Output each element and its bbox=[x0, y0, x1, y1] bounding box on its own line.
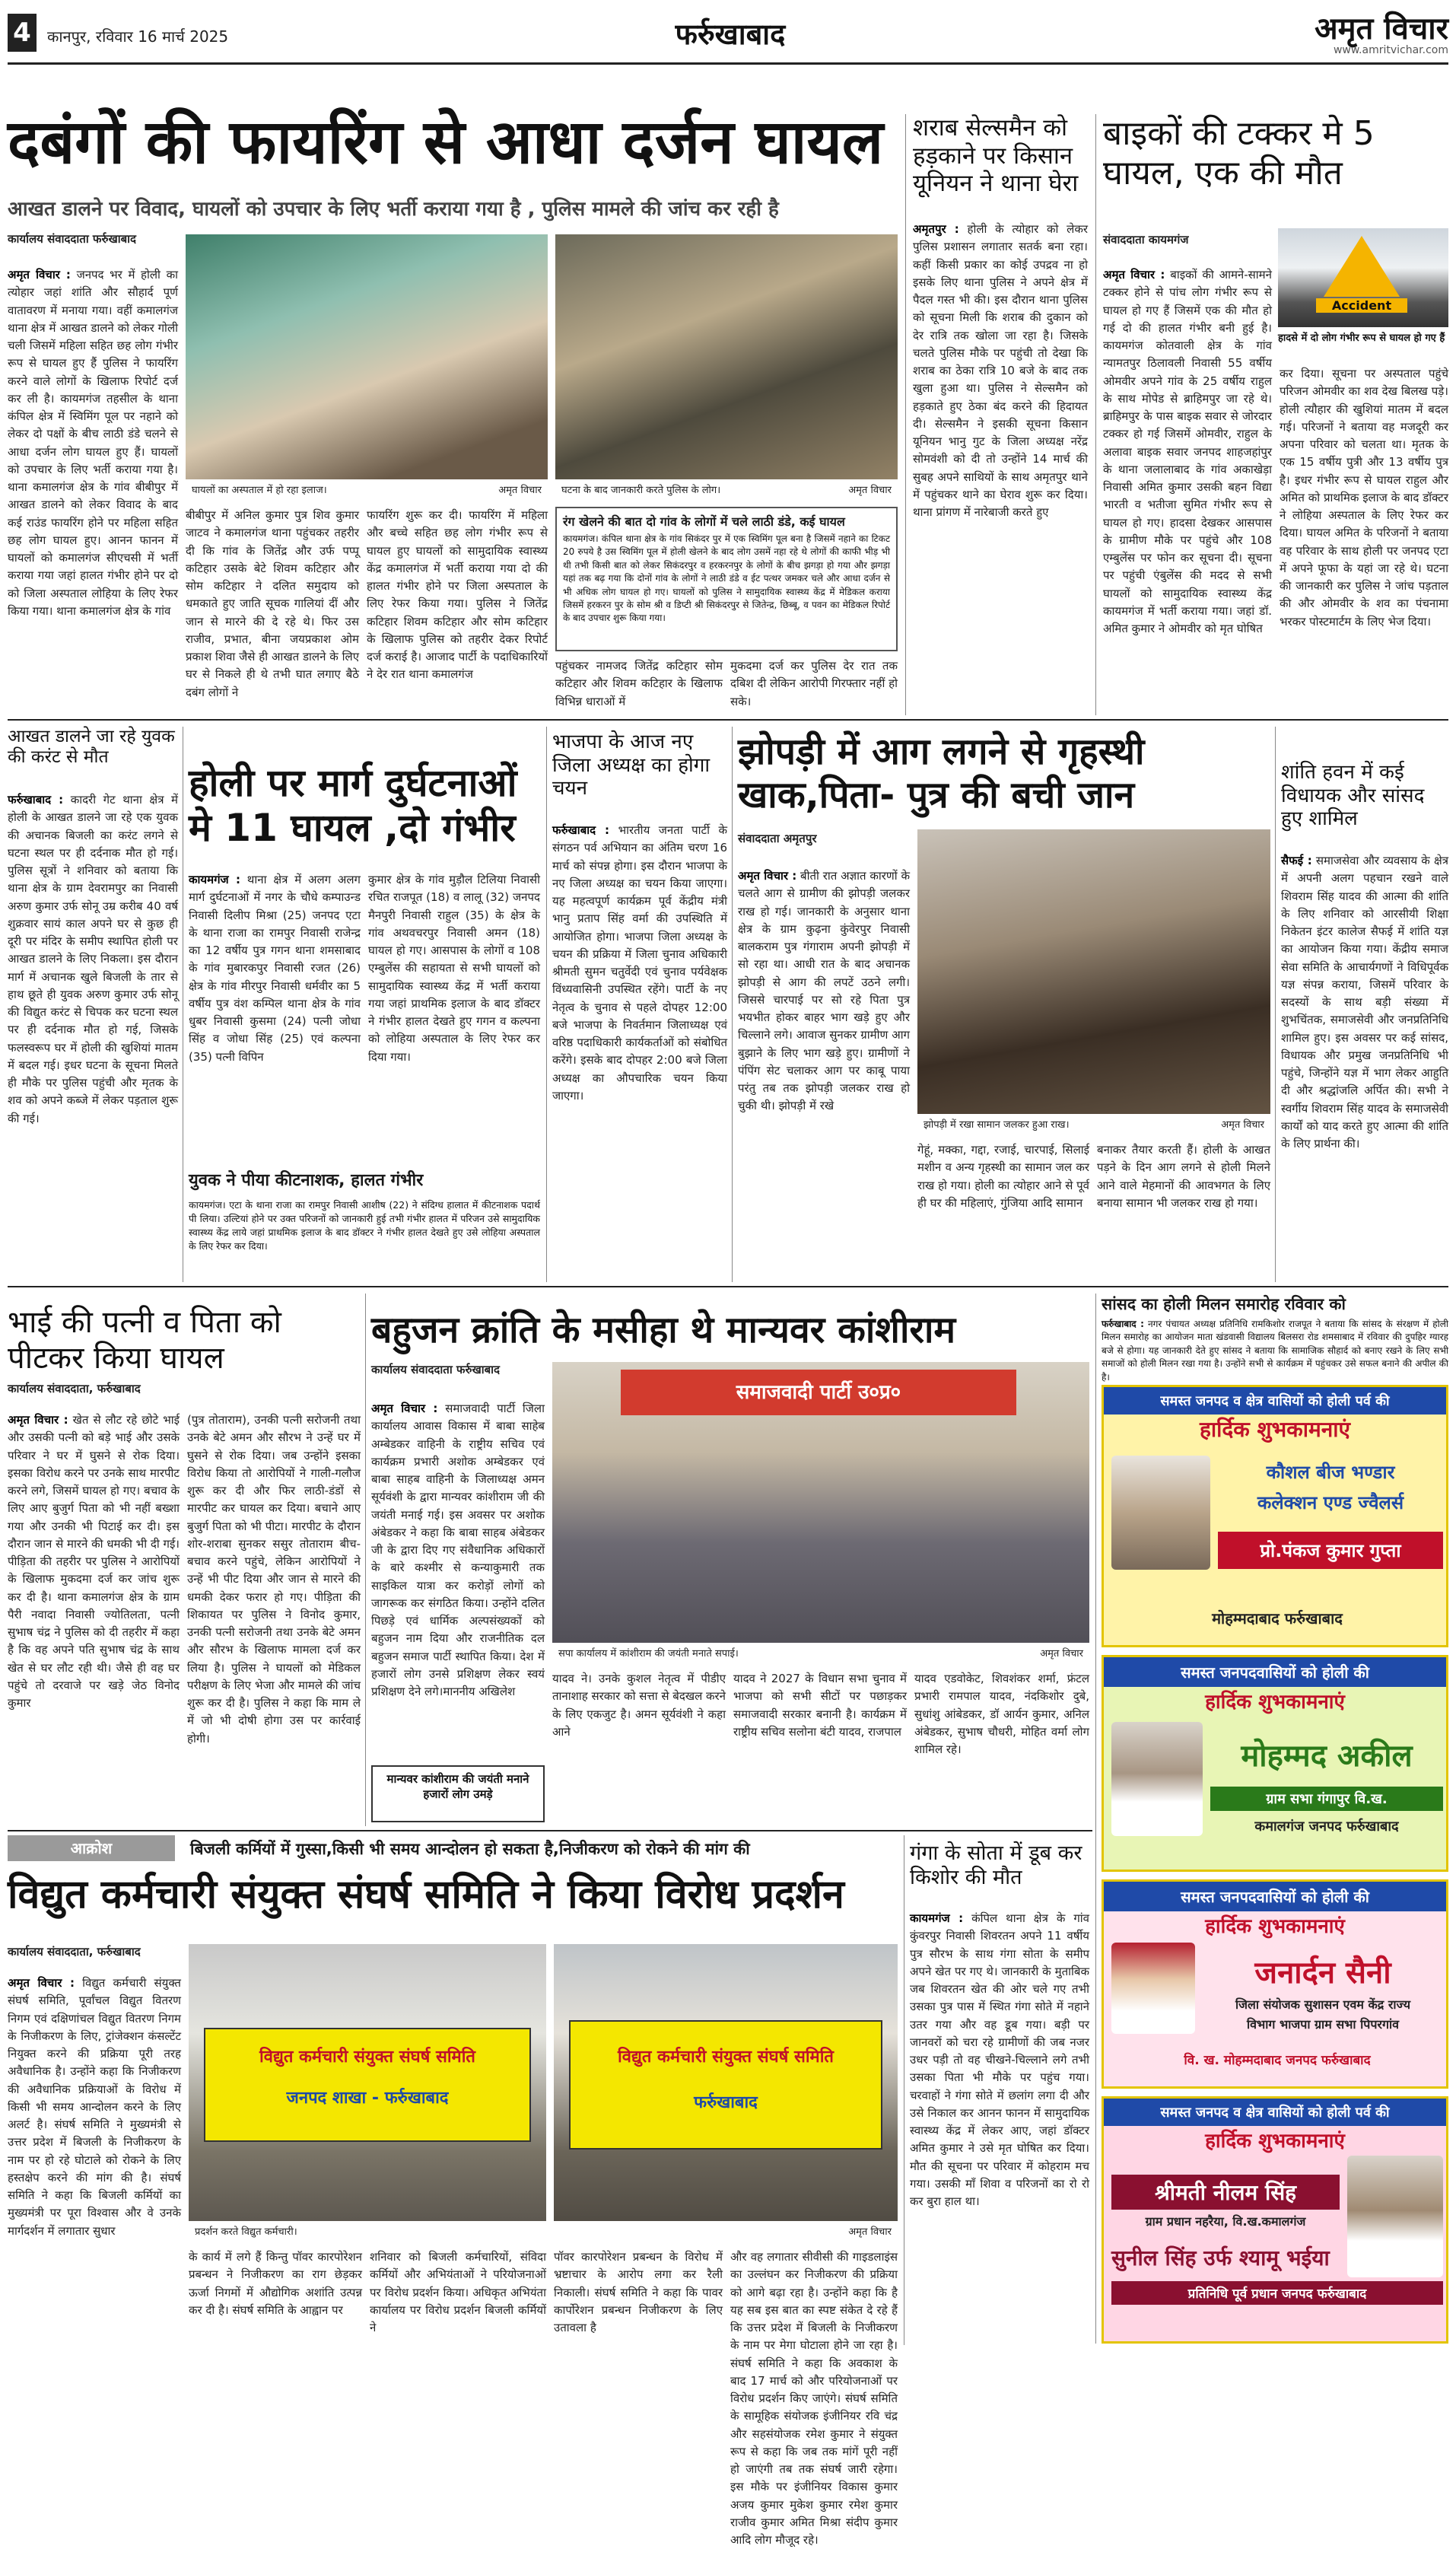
ad3-name: जनार्दन सैनी bbox=[1254, 1956, 1391, 1991]
story1-text-col3: फायरिंग शुरू कर दी। फायरिंग में महिला और बच्चे सहित छह लोग गंभीर रूप से घायल हुए घायलों को सामुदायिक स्वास्थ्य केंद्र कमालगंज में भर्ती कराया गया दो की हालत गंभीर होने पर जिला अस्पताल के लिए रेफर किया गया। पुलिस ने जितेंद्र कटिहार शिवम कटिहार और सोम कटिहार के खिलाफ पुलिस को तहरीर देकर रिपोर्ट दर्ज कराई है। आजाद पार्टी के पदाधिकारियों ने देर रात थाना कमालगंज bbox=[367, 508, 548, 682]
website-url: www.amritvichar.com bbox=[1333, 44, 1448, 56]
dateline: कानपुर, रविवार 16 मार्च 2025 bbox=[47, 27, 229, 46]
story1-box-headline: रंग खेलने की बात दो गांव के लोगों में चले लाठी डंडे, कई घायल bbox=[563, 514, 845, 529]
story12-headline: विद्युत कर्मचारी संयुक्त संघर्ष समिति ने किया विरोध प्रदर्शन bbox=[8, 1872, 844, 1917]
story2-lead: अमृतपुर : bbox=[913, 222, 959, 236]
party-banner: समाजवादी पार्टी उ०प्र० bbox=[621, 1370, 1016, 1415]
story8-headline: शांति हवन में कई विधायक और सांसद हुए शामिल bbox=[1281, 761, 1425, 831]
story6-lead: फर्रुखाबाद : bbox=[552, 823, 610, 837]
ad4-top: समस्त जनपद व क्षेत्र वासियों को होली पर्व की bbox=[1104, 2099, 1446, 2126]
story12-photo1 bbox=[189, 1944, 546, 2241]
story12-text-col3: शनिवार को बिजली कर्मचारियों, संविदा कर्मियों और अभियंताओं ने परियोजनाओं पर विरोध प्रदर्शन किया। अधिकृत अभियंता कार्यालय पर विरोध प्रदर्शन बिजली कर्मियों ने bbox=[370, 2250, 546, 2334]
story10-lead: अमृत विचार : bbox=[371, 1402, 438, 1415]
story1-headline: दबंगों की फायरिंग से आधा दर्जन घायल bbox=[8, 107, 884, 177]
story10-text-col3: यादव ने। उनके कुशल नेतृत्व में पीडीए तानाशाह सरकार को सत्ता से बेदखल करने के लिए एकजुट है। अमन सूर्यवंशी ने कहा आने bbox=[552, 1672, 726, 1739]
story7-text-col2: गेहूं, मक्का, गद्दा, रजाई, चारपाई, सिलाई मशीन व अन्य गृहस्थी का सामान जल कर राख हो गया। होली का त्योहार आने से पूर्व ही घर की महिलाएं, गुंजिया आदि सामान bbox=[917, 1143, 1089, 1210]
story5-subbody: कायमगंज। एटा के थाना राजा का रामपुर निवासी आशीष (22) ने संदिग्ध हालात में कीटनाशक पदार्थ पी लिया। उल्टियां होने पर उक्त परिजनों को जानकारी हुई तभी गंभीर हालत में परिजन उसे सामुदायिक स्वास्थ्य केंद्र लाये जहां प्राथमिक इलाज के बाद डॉक्टर ने गंभीर हालत देखते हुए उसे लोहिया अस्पताल के लिए रेफर कर दिया। bbox=[189, 1199, 540, 1252]
ad2-line2: कमालगंज जनपद फर्रुखाबाद bbox=[1254, 1819, 1399, 1835]
page-number: 4 bbox=[8, 14, 37, 52]
story11-body: नगर पंचायत अध्यक्ष प्रतिनिधि रामकिशोर राजपूत ने बताया कि सांसद के संरक्षण में होली मिलन समारोह का आयोजन माता खंडवासी विद्यालय बिलसरा रोड शमसाबाद में रविवार की दुपहिर ग्यारह बजे से होगा। यह जानकारी देते हुए सांसद ने बताया कि सामाजिक सौहार्द को बनाए रखने के लिए सभी समाजों को होली मिलन रखा गया है। उन्होंने सभी से कार्यक्रम में पहुंचकर उसे सफल बनाने की अपील की है। bbox=[1102, 1319, 1448, 1383]
warning-triangle-icon bbox=[1324, 236, 1400, 297]
story3-photo bbox=[1278, 228, 1448, 327]
story1-box-body: कायमगंज। कंपिल थाना क्षेत्र के गांव सिकंदर पुर में एक स्विमिंग पूल बना है जिसमें नहाने का टिकट 20 रुपये है उस स्विमिंग पूल में होली खेलने के बाद लोग उसमें नहा रहे थे लोगों की काफी भीड़ भी थी तभी किसी बात को लेकर सिकंदरपुर व हरकरनपुर के लोगों के बीच झगड़ा हो गया और झगड़ा यहां तक बढ़ गया कि दोनों गांव के लोगों ने लाठी डंडे व ईट पत्थर जमकर चले और आधा दर्जन से भी अधिक लोग घायल हो गए। घायलों को पुलिस ने सामुदायिक स्वास्थ्य केंद्र में मेडिकल कराया जिसमें हरकरन पुर के सोम श्री व डिप्टी श्री सिकंदरपुर से जितेन्द्र, छिब्बू, व पवन का मेडिकल रिपोर्ट के बाद उपचार शुरू किया गया। bbox=[563, 533, 890, 624]
story7-text-col1 bbox=[738, 867, 910, 1278]
story5-lead: कायमगंज : bbox=[189, 873, 240, 886]
ad1-title: हार्दिक शुभकामनाएं bbox=[1200, 1417, 1350, 1442]
section-title: फर्रुखाबाद bbox=[675, 18, 786, 51]
story12-tag: आक्रोश bbox=[8, 1835, 175, 1861]
story11-text bbox=[1102, 1318, 1448, 1383]
protest-banner-2-sub: फर्रुखाबाद bbox=[694, 2093, 758, 2112]
ad4-name2: सुनील सिंह उर्फ श्यामू भईया bbox=[1111, 2245, 1330, 2271]
story5-headline: होली पर मार्ग दुर्घटनाओं मे 11 घायल ,दो गंभीर bbox=[189, 761, 517, 850]
story9-text-col1 bbox=[8, 1411, 180, 1822]
story13-lead: कायमगंज : bbox=[910, 1911, 964, 1925]
story13-headline: गंगा के सोता में डूब कर किशोर की मौत bbox=[910, 1841, 1082, 1889]
ad4-name1: श्रीमती नीलम सिंह bbox=[1111, 2175, 1340, 2210]
header-rule bbox=[8, 62, 1448, 65]
column-divider bbox=[1095, 114, 1096, 715]
story1-photo2-credit: अमृत विचार bbox=[848, 485, 892, 496]
ad2-line1: ग्राम सभा गंगापुर वि.ख. bbox=[1210, 1787, 1443, 1811]
protest-banner-2-text: विद्युत कर्मचारी संयुक्त संघर्ष समिति bbox=[618, 2048, 834, 2067]
ad3-portrait bbox=[1111, 1943, 1195, 2034]
protest-banner-2 bbox=[569, 2020, 882, 2150]
story12-kicker: बिजली कर्मियों में गुस्सा,किसी भी समय आन्दोलन हो सकता है,निजीकरण को रोकने की मांग की bbox=[190, 1840, 750, 1858]
ad3-line1: जिला संयोजक सुशासन एवम केंद्र राज्य bbox=[1235, 1997, 1410, 2012]
story3-headline: बाइकों की टक्कर मे 5 घायल, एक की मौत bbox=[1103, 114, 1375, 193]
protest-banner-1-text: विद्युत कर्मचारी संयुक्त संघर्ष समिति bbox=[259, 2048, 475, 2067]
story9-byline: कार्यालय संवाददाता, फर्रुखाबाद bbox=[8, 1382, 141, 1395]
story1-photo2-caption: घटना के बाद जानकारी करते पुलिस के लोग। bbox=[561, 485, 721, 496]
column-divider bbox=[546, 727, 547, 1282]
story6-headline: भाजपा के आज नए जिला अध्यक्ष का होगा चयन bbox=[552, 730, 711, 800]
story5-text-col2: कुमार क्षेत्र के गांव मुड़ौल टिलिया निवासी रचित राजपूत (18) व लालू (32) जनपद मैनपुरी निवासी राहुल (35) के क्षेत्र के गांव अथवचरपुर निवासी अमन (18) घायल हो गए। आसपास के लोगों व 108 एम्बुलेंस की सहायता से सभी घायलों को सामुदायिक स्वास्थ्य केंद्र में भर्ती कराया गया जहां प्राथमिक इलाज के बाद डॉक्टर ने गंभीर हालत देखते हुए गगन व कल्पना को लोहिया अस्पताल के लिए रेफर कर दिया गया। bbox=[368, 873, 540, 1064]
story10-headline: बहुजन क्रांति के मसीहा थे मान्यवर कांशीराम bbox=[371, 1309, 956, 1351]
story4-body: कादरी गेट थाना क्षेत्र में होली के आखत डालने जा रहे एक युवक की अचानक बिजली का करंट लगने से घटना स्थल पर ही दर्दनाक मौत हो गई। पुलिस सूत्रों ने शनिवार को बताया कि थाना क्षेत्र के ग्राम देवरामपुर का निवासी अरुण कुमार उर्फ सोनू उम्र करीब 40 वर्ष शुक्रवार सायं काल अपने घर से कुछ ही दूरी पर मंदिर के समीप स्थापित होली पर आखत डालने के लिए निकला। इस दौरान मार्ग में अचानक खुले बिजली के तार से हाथ छूते ही युवक अरुण कुमार उर्फ सोनू की विद्युत करंट से चिपक कर घटना स्थल पर ही दर्दनाक मौत हो गई, जिसके फलस्वरूप घर में होली की खुशियां मातम में बदल गई। इधर घटना के सूचना मिलते ही मौके पर पुलिस पहुंची और मृतक के शव को अपने कब्जे में लेकर पड़ताल शुरू की गई। bbox=[8, 793, 178, 1125]
story7-headline: झोपड़ी में आग लगने से गृहस्थी खाक,पिता- पुत्र की बची जान bbox=[738, 730, 1145, 816]
story10-text-col5: यादव एडवोकेट, शिवशंकर शर्मा, फ्रंटल प्रभारी रामपाल यादव, नंदकिशोर दुबे, सुधांशु आंबेडकर, डॉ आर्यन कुमार, अनिल अंबेडकर, सुभाष चौधरी, मोहित वर्मा लोग शामिल रहे। bbox=[914, 1672, 1089, 1756]
ad3-top: समस्त जनपदवासियों को होली की bbox=[1104, 1882, 1446, 1911]
story2-headline: शराब सेल्समैन को हड़काने पर किसान यूनियन ने थाना घेरा bbox=[913, 114, 1079, 198]
story11-lead: फर्रुखाबाद : bbox=[1102, 1319, 1144, 1329]
column-divider bbox=[1275, 727, 1276, 1282]
accident-label: Accident bbox=[1316, 298, 1407, 313]
story10-photo-credit: अमृत विचार bbox=[1040, 1648, 1083, 1660]
story12-lead: अमृत विचार : bbox=[8, 1976, 75, 1990]
greeting-ad-2 bbox=[1102, 1655, 1448, 1872]
story8-text bbox=[1281, 852, 1448, 1278]
story1-subhead: आखत डालने पर विवाद, घायलों को उपचार के लिए भर्ती कराया गया है , पुलिस मामले की जांच कर रही है bbox=[8, 198, 779, 221]
story8-lead: सैफई : bbox=[1281, 854, 1312, 867]
story10-pull-quote: मान्यवर कांशीराम की जयंती मनाने हजारों लोग उमड़े bbox=[371, 1765, 545, 1822]
column-divider bbox=[905, 114, 906, 715]
story7-text-col3: बनाकर तैयार करती हैं। होली के आखत पड़ने के दिन आग लगने से होली मिलने आने वाले मेहमानों की आवभगत के लिए बनाया सामान भी जलकर राख हो गया। bbox=[1097, 1143, 1270, 1210]
story1-byline: कार्यालय संवाददाता फर्रुखाबाद bbox=[8, 232, 137, 246]
story7-photo-caption: झोपड़ी में रखा सामान जलकर हुआ राख। bbox=[924, 1119, 1070, 1131]
ad1-portrait bbox=[1111, 1456, 1210, 1570]
ad2-title: हार्दिक शुभकामनाएं bbox=[1205, 1691, 1345, 1714]
protest-banner-1-sub: जनपद शाखा - फर्रुखाबाद bbox=[286, 2089, 449, 2108]
story12-byline: कार्यालय संवाददाता, फर्रुखाबाद bbox=[8, 1945, 141, 1959]
story9-body1: खेत से लौट रहे छोटे भाई और उसकी पत्नी को बड़े भाई और उसके परिवार ने घर में घुसने से रोक दिया। इसका विरोध करने पर उनके साथ मारपीट करने लगे, जिसमें घायल हो गए। बचाव के लिए आए बुजुर्ग पिता को भी नहीं बख्शा गया और उनकी भी पिटाई कर दी। इस दौरान जान से मारने की धमकी भी दी गई। पीड़िता की तहरीर पर पुलिस ने आरोपियों के खिलाफ मुकदमा दर्ज कर जांच शुरू कर दी है। थाना कमालगंज क्षेत्र के ग्राम पैरी नवादा निवासी ज्योतिलता, पत्नी सुभाष चंद्र ने पुलिस को दी तहरीर में कहा है कि वह अपने पति सुभाष चंद्र के साथ खेत से घर लौट रही थी। जैसे ही वह घर पहुंचे तो दरवाजे पर खड़े जेठ विनोद कुमार bbox=[8, 1413, 180, 1710]
story3-photo-caption: हादसे में दो लोग गंभीर रूप से घायल हो गए हैं bbox=[1278, 333, 1445, 344]
story12-text-col1 bbox=[8, 1975, 181, 2347]
ad1-name: प्रो.पंकज कुमार गुप्ता bbox=[1218, 1532, 1443, 1569]
story1-photo1-caption: घायलों का अस्पताल में हो रहा इलाज। bbox=[192, 485, 327, 496]
story12-photo2-credit: अमृत विचार bbox=[848, 2226, 892, 2238]
column-divider bbox=[732, 727, 733, 1282]
story4-lead: फर्रुखाबाद : bbox=[8, 793, 64, 807]
column-divider bbox=[365, 1294, 366, 1826]
story1-photo1-credit: अमृत विचार bbox=[498, 485, 542, 496]
story3-lead: अमृत विचार : bbox=[1103, 268, 1165, 282]
ad4-line1: ग्राम प्रधान नहरैया, वि.ख.कमालगंज bbox=[1145, 2214, 1306, 2229]
section-rule bbox=[8, 719, 1448, 721]
story3-body1: बाइकों की आमने-सामने टक्कर होने से पांच लोग गंभीर रूप से घायल हो गए हैं जिसमें एक की मौत हो गई दो की हालत गंभीर बनी हुई है। कायमगंज कोतवाली क्षेत्र के गांव न्यामतपुर ठिलावली निवासी 55 वर्षीय ओमवीर अपने गांव के 25 वर्षीय राहुल के साथ मोपेड से ब्राहिमपुर जा रहे थे। ब्राहिमपुर के पास बाइक सवार से जोरदार टक्कर हो गई जिसमें ओमवीर, राहुल के अलावा बाइक सवार जनपद शाहजहांपुर के थाना जलालाबाद के गांव अकाखेड़ा निवासी अमित कुमार उसकी बहन विद्या भारती व भतीजा सुमित गंभीर रूप से घायल हो गए। हादसा देखकर आसपास के ग्रामीण मौके पर पहुंचे और 108 एम्बुलेंस पर फोन कर सूचना दी। सूचना पर पहुंची एंबुलेंस की मदद से सभी घायलों को सामुदायिक स्वास्थ्य केंद्र कायमगंज में भर्ती कराया गया। जहां डॉ. अमित कुमार ने ओमवीर को मृत घोषित bbox=[1103, 268, 1272, 635]
story10-body1: समाजवादी पार्टी जिला कार्यालय आवास विकास में बाबा साहेब अम्बेडकर वाहिनी के राष्ट्रीय सचिव एवं कार्यक्रम प्रभारी अशोक अम्बेडकर एवं बाबा साहब वाहिनी के जिलाध्यक्ष अमन सूर्यवंशी के द्वारा मान्यवर कांशीराम जी की जयंती मनाई गई। इस अवसर पर अशोक अंबेडकर ने कहा कि बाबा साहब अंबेडकर जी के द्वारा दिए गए संवैधानिक अधिकारों के बारे कश्मीर से कन्याकुमारी तक साइकिल यात्रा कर करोड़ों लोगों को जागरूक कर संगठित किया। उन्होंने दलित पिछड़े एवं धार्मिक अल्पसंख्यकों को बहुजन नाम दिया और राजनीतिक दल बहुजन समाज पार्टी स्थापित किया। देश में हजारों लोग उनसे प्रशिक्षण लेकर स्वयं प्रशिक्षण देने लगे।माननीय अखिलेश bbox=[371, 1402, 545, 1698]
ad2-portrait bbox=[1111, 1722, 1203, 1836]
story4-headline: आखत डालने जा रहे युवक की करंट से मौत bbox=[8, 727, 175, 768]
story13-text bbox=[910, 1910, 1089, 2347]
story10-text-col1 bbox=[371, 1400, 545, 1758]
story10-byline: कार्यालय संवाददाता फर्रुखाबाद bbox=[371, 1363, 501, 1376]
page-header bbox=[0, 0, 1456, 61]
story9-lead: अमृत विचार : bbox=[8, 1413, 68, 1427]
story1-text-col1 bbox=[8, 266, 178, 711]
ad1-top: समस्त जनपद व क्षेत्र वासियों को होली पर्व की bbox=[1104, 1387, 1446, 1415]
ad2-top: समस्त जनपदवासियों को होली की bbox=[1104, 1657, 1446, 1687]
masthead-logo: अमृत विचार bbox=[1315, 11, 1448, 46]
story12-text-col5b: और वह लगातार सीवीसी की गाइडलाइंस का उल्लंघन कर निजीकरण की प्रक्रिया को आगे बढ़ा रहा है। उन्होंने कहा कि है यह सब इस बात का स्पष्ट संकेत दे रहे हैं कि उत्तर प्रदेश में बिजली के निजीकरण के नाम पर मेगा घोटाला होने जा रहा है। संघर्ष समिति ने कहा कि अवकाश के बाद 17 मार्च को और परियोजनाओं पर विरोध प्रदर्शन किए जाएंगे। संघर्ष समिति के सामूहिक संयोजक इंजीनियर रवि चंद्र और सहसंयोजक रमेश कुमार ने संयुक्त रूप से कहा कि जब तक मांगें पूरी नहीं हो जाएंगी तब तक संघर्ष जारी रहेगा। इस मौके पर इंजीनियर विकास कुमार अजय कुमार मुकेश कुमार रमेश कुमार राजीव कुमार अमित मिश्रा संदीप कुमार आदि लोग मौजूद रहे। bbox=[730, 2250, 898, 2547]
ad1-line1: कौशल बीज भण्डार bbox=[1266, 1462, 1395, 1483]
story1-text-col2: बीबीपुर में अनिल कुमार पुत्र शिव कुमार जाटव ने कमालगंज थाना पहुंचकर तहरीर दी कि गांव के जितेंद्र और उर्फ पप्पू कटिहार उसके बेटे शिवम कटिहार और सोम कटिहार ने दलित समुदाय को धमकाते हुए जाति सूचक गालियां दीं और जान से मारने की दे रहे थे। फिर उस राजीव, प्रभात, बीना जयप्रकाश ओम प्रकाश शिवा जैसे ही आखत डालने के लिए घर से निकले ही थे तभी घात लगाए बैठे दबंग लोगों ने bbox=[186, 508, 359, 699]
story1-text-col4: पहुंचकर नामजद जितेंद्र कटिहार सोम कटिहार और शिवम कटिहार के खिलाफ विभिन्न धाराओं में bbox=[555, 659, 723, 708]
ad1-line2: कलेक्शन एण्ड ज्वैलर्स bbox=[1257, 1492, 1404, 1513]
story10-photo bbox=[552, 1362, 1089, 1663]
story3-text-col1 bbox=[1103, 266, 1272, 711]
story7-byline: संवाददाता अमृतपुर bbox=[738, 832, 817, 845]
story12-text-col4: पॉवर कारपोरेशन प्रबन्धन के विरोध में भ्रष्टाचार के आरोप लगा कर रैली निकाली। संघर्ष समिति ने कहा कि पावर कार्पोरेशन प्रबन्धन निजीकरण के लिए उतावला है bbox=[554, 2250, 723, 2334]
story2-text-col1 bbox=[913, 221, 1088, 711]
ad1-place: मोहम्मदाबाद फर्रुखाबाद bbox=[1212, 1609, 1343, 1628]
story3-text-col2: कर दिया। सूचना पर अस्पताल पहुंचे परिजन ओमवीर का शव देख बिलख पड़े। होली त्यौहार की खुशियां मातम में बदल गई। परिजनों ने बताया वह मजदूरी कर अपना परिवार को चलता था। मृतक के एक 15 वर्षीय पुत्री और 13 वर्षीय पुत्र है। इधर गंभीर रूप से घायल राहुल और अमित को प्राथमिक इलाज के बाद डॉक्टर ने लोहिया अस्पताल के लिए रेफर कर दिया। घायल अमित के परिजनों ने बताया वह परिवार के साथ होली पर जनपद एटा में अपने फूफा के यहां जा रहे थे। घटना की जानकारी कर पुलिस ने जांच पड़ताल की और ओमवीर के शव का पंचनामा भरकर पोस्टमार्टम के लिए भेज दिया। bbox=[1280, 367, 1448, 628]
ad4-title: हार्दिक शुभकामनाएं bbox=[1205, 2130, 1345, 2153]
story5-text-col1 bbox=[189, 871, 361, 1160]
story5-body1: थाना क्षेत्र में अलग अलग मार्ग दुर्घटनाओं में नगर के चौधे कम्पाउन्ड निवासी दिलीप मिश्रा (25) जनपद एटा के थाना राजा का रामपुर निवासी राजेन्द्र का 12 वर्षीय पुत्र गगन थाना शमसाबाद के गांव मुबारकपुर निवासी रजत (26) क्षेत्र के गांव मीरपुर निवासी धर्मवीर का 5 वर्षीय पुत्र वंश कम्पिल थाना क्षेत्र के गांव धुबर निवासी कुसमा (24) पत्नी जोधा सिंह व जोधा सिंह (25) एवं कल्पना (35) पत्नी विपिन bbox=[189, 873, 361, 1064]
story6-text bbox=[552, 822, 727, 1278]
story10-photo-caption: सपा कार्यालय में कांशीराम की जयंती मनाते सपाई। bbox=[558, 1648, 739, 1660]
story9-headline: भाई की पत्नी व पिता को पीटकर किया घायल bbox=[8, 1305, 281, 1376]
ad4-line2: प्रतिनिधि पूर्व प्रधान जनपद फर्रुखाबाद bbox=[1111, 2281, 1443, 2305]
story7-photo bbox=[917, 829, 1270, 1134]
greeting-ad-3 bbox=[1102, 1879, 1448, 2089]
story8-body: समाजसेवा और व्यवसाय के क्षेत्र में अपनी अलग पहचान रखने वाले शिवराम सिंह यादव की आत्मा की शांति के लिए शनिवार को आरसीयी शिक्षा निकेतन इंटर कालेज सैफई में शांति यज्ञ का आयोजन किया गया। केंद्रीय समाज सेवा समिति के आचार्यगणों ने विधिपूर्वक यज्ञ संपन्न कराया, जिसमें परिवार के सदस्यों के साथ बड़ी संख्या में शुभचिंतक, समाजसेवी और जनप्रतिनिधि शामिल हुए। इस अवसर पर कई सांसद, विधायक और प्रमुख जनप्रतिनिधि भी पहुंचे, जिन्होंने यज्ञ में भाग लेकर आहुति दी और श्रद्धांजलि अर्पित की। सभी ने स्वर्गीय शिवराम सिंह यादव के समाजसेवी कार्यों को याद करते हुए आत्मा की शांति के लिए प्रार्थना की। bbox=[1281, 854, 1448, 1150]
story1-lead: अमृत विचार : bbox=[8, 268, 71, 282]
column-divider bbox=[1095, 1294, 1096, 2344]
story6-body: भारतीय जनता पार्टी के संगठन पर्व अभियान का अंतिम चरण 16 मार्च को संपन्न होगा। इस दौरान भाजपा के नए जिला अध्यक्ष का चयन किया जाएगा। यह महत्वपूर्ण कार्यक्रम पूर्व केंद्रीय मंत्री भानु प्रताप सिंह वर्मा की उपस्थिति में आयोजित होगा। भाजपा जिला अध्यक्ष के चयन की प्रक्रिया में जिला चुनाव अधिकारी श्रीमती सुमन चतुर्वेदी एवं चुनाव पर्यवेक्षक विंध्यवासिनी उपस्थित रहेंगे। पार्टी के नए नेतृत्व के चुनाव से पहले दोपहर 12:00 बजे भाजपा के निवर्तमान जिलाध्यक्ष एवं वरिष्ठ पदाधिकारी कार्यकर्ताओं को संबोधित करेंगे। इसके बाद दोपहर 2:00 बजे जिला अध्यक्ष का औपचारिक चयन किया जाएगा। bbox=[552, 823, 728, 1103]
story12-body1: विद्युत कर्मचारी संयुक्त संघर्ष समिति, पूर्वांचल विद्युत वितरण निगम एवं दक्षिणांचल विद्युत वितरण निगम के निजीकरण के लिए, ट्रांजेक्शन कंसल्टेंट नियुक्त करने की प्रक्रिया पूरी तरह अवैधानिक है। उन्होंने कहा कि निजीकरण की अवैधानिक प्रक्रियाओं के विरोध में किसी भी समय आन्दोलन करने के लिए अलर्ट है। संघर्ष समिति ने मुख्यमंत्री से उत्तर प्रदेश में बिजली के निजीकरण के नाम पर हो रहे घोटाले को रोकने के लिए हस्तक्षेप करने की मांग की है। संघर्ष समिति ने कहा कि बिजली कर्मियों का मुख्यमंत्री पर पूरा विश्वास और वे उनके मार्गदर्शन में लगातार सुधार bbox=[8, 1976, 181, 2238]
story12-photo2 bbox=[554, 1944, 898, 2241]
story5-subheadline: युवक ने पीया कीटनाशक, हालत गंभीर bbox=[189, 1171, 424, 1190]
story1-box bbox=[555, 507, 898, 651]
story2-body1: होली के त्योहार को लेकर पुलिस प्रशासन लगातार सतर्क बना रहा। कहीं किसी प्रकार का कोई उपद्रव ना हो इसके लिए थाना पुलिस ने अपने क्षेत्र में पैदल गस्त भी की। इस दौरान थाना पुलिस को सूचना मिली कि शराब की दुकान को देर रात्रि तक खोला जा रहा है। जिसके चलते पुलिस मौके पर पहुंची तो देखा कि शराब का ठेका रात्रि 10 बजे के बाद तक खुला हुआ था। पुलिस ने सेल्समैन को हड़काते हुए ठेका बंद करने की हिदायत दी। सेल्समैन ने इसकी सूचना किसान यूनियन भानु गुट के जिला अध्यक्ष नरेंद्र सोमवंशी को दी तो उन्होंने 14 मार्च की सुबह अपने साथियों के साथ अमृतपुर थाने में पहुंचकर थाने का घेराव शुरू कर दिया। थाना प्रांगण में नारेबाजी करते हुए bbox=[913, 222, 1088, 519]
story1-photo1 bbox=[186, 234, 548, 499]
story13-body: कंपिल थाना क्षेत्र के गांव कुंवरपुर निवासी शिवरतन अपने 11 वर्षीय पुत्र सौरभ के साथ गंगा सोता के समीप अपने खेत पर गए थे। जानकारी के मुताबिक जब शिवरतन खेत की ओर चले गए तभी उसका पुत्र पास में स्थित गंगा सोते में नहाने उतर गया और वह डूब गया। बड़ी पर जानवरों को चरा रहे ग्रामीणों की जब नजर उधर पड़ी तो वह चीखने-चिल्लाने लगे तभी उसका पिता भी मौके पर पहुंच गया। चरवाहों ने गंगा सोते में छलांग लगा दी और उसे निकाल कर आनन फानन में सामुदायिक स्वास्थ्य केंद्र में लेकर आए, जहां डॉक्टर अमित कुमार ने उसे मृत घोषित कर दिया। मौत की सूचना पर परिवार में कोहराम मच गया। उसकी माँ शिवा व परिजनों का रो रो कर बुरा हाल था। bbox=[910, 1911, 1089, 2208]
story12-photo1-caption: प्रदर्शन करते विद्युत कर्मचारी। bbox=[195, 2226, 297, 2238]
story4-text bbox=[8, 791, 178, 1278]
ad2-name: मोहम्मद अकील bbox=[1241, 1739, 1413, 1774]
greeting-ad-1 bbox=[1102, 1385, 1448, 1647]
story1-text-col5: मुकदमा दर्ज कर पुलिस देर रात तक दबिश दी लेकिन आरोपी गिरफ्तार नहीं हो सके। bbox=[730, 659, 898, 708]
ad3-title: हार्दिक शुभकामनाएं bbox=[1205, 1915, 1345, 1938]
story1-body1: जनपद भर में होली का त्योहार जहां शांति और सौहार्द पूर्ण वातावरण में मनाया गया। वहीं कमालगंज थाना क्षेत्र में आखत डालने को लेकर गोली चली जिसमें महिला सहित छह लोग गंभीर रूप से घायल हुए हैं पुलिस ने फायरिंग करने वाले लोगों के खिलाफ रिपोर्ट दर्ज कर ली है। कायमगंज तहसील के थाना कंपिल क्षेत्र में स्विमिंग पूल पर नहाने को लेकर दो पक्षों के बीच लाठी डंडे चलने से आधा दर्जन लोग घायल हुए हैं। घायलों को उपचार के लिए भर्ती कराया गया है। थाना कमालगंज क्षेत्र के गांव बीबीपुर में आखत डालने को लेकर विवाद के बाद कई राउंड फायरिंग होने पर महिला सहित छह लोग घायल हुए। आनन फानन में घायलों को कमालगंज सीएचसी में भर्ती कराया गया जहां हालत गंभीर होने पर दो को जिला अस्पताल लोहिया के लिए रेफर किया गया। थाना कमालगंज क्षेत्र के गांव bbox=[8, 268, 178, 618]
story9-text-col2: (पुत्र तोताराम), उनकी पत्नी सरोजनी तथा उनके बेटे अमन और सौरभ ने उन्हें घर में घुसने से रोक दिया। जब उन्होंने इसका विरोध किया तो आरोपियों ने गाली-गलौज शुरू कर दी और फिर लाठी-डंडों से मारपीट कर घायल कर दिया। बचाने आए बुजुर्ग पिता को भी पीटा। मारपीट के दौरान शोर-शराबा सुनकर ससुर तोताराम बीच-बचाव करने पहुंचे, लेकिन आरोपियों ने उन्हें भी पीट दिया और जान से मारने की धमकी देकर फरार हो गए। पीड़िता की शिकायत पर पुलिस ने विनोद कुमार, उनकी पत्नी सरोजनी तथा उनके बेटे अमन और सौरभ के खिलाफ मामला दर्ज कर लिया है। पुलिस ने घायलों को मेडिकल परीक्षण के लिए भेजा और मामले की जांच शुरू कर दी है। पुलिस ने कहा कि माम ले में जो भी दोषी होगा उस पर कार्रवाई होगी। bbox=[187, 1413, 361, 1745]
greeting-ad-4 bbox=[1102, 2096, 1448, 2344]
story11-headline: सांसद का होली मिलन समारोह रविवार को bbox=[1102, 1295, 1346, 1313]
section-rule bbox=[8, 1286, 1448, 1287]
story7-lead: अमृत विचार : bbox=[738, 869, 797, 883]
story3-byline: संवाददाता कायमगंज bbox=[1103, 233, 1189, 247]
protest-banner-1 bbox=[204, 2028, 531, 2142]
story10-text-col4: यादव ने 2027 के विधान सभा चुनाव में भाजपा को सभी सीटों पर पछाड़कर समाजवादी सरकार बनानी है। कार्यक्रम में राष्ट्रीय सचिव सलोना बंटी यादव, राजपाल bbox=[733, 1672, 907, 1739]
story1-photo2 bbox=[555, 234, 898, 499]
ad3-line3: वि. ख. मोहम्मदाबाद जनपद फर्रुखाबाद bbox=[1184, 2053, 1371, 2068]
section-rule bbox=[8, 1830, 1092, 1831]
story12-text-col2: के कार्य में लगे हैं किन्तु पॉवर कारपोरेशन प्रबन्धन ने निजीकरण का राग छेड़कर ऊर्जा निगमों में औद्योगिक अशांति उत्पन्न कर दी है। संघर्ष समिति के आह्वान पर bbox=[189, 2250, 362, 2317]
story7-photo-credit: अमृत विचार bbox=[1221, 1119, 1264, 1131]
ad3-line2: विभाग भाजपा ग्राम सभा पिपरगांव bbox=[1246, 2017, 1400, 2032]
story7-body1: बीती रात अज्ञात कारणों के चलते आग से ग्रामीण की झोपड़ी जलकर राख हो गई। जानकारी के अनुसार थाना क्षेत्र के ग्राम कुढ़ना कुंवेरपुर निवासी बालकराम पुत्र गंगाराम अपनी झोपड़ी में सो रहा था। आधी रात के बाद अचानक झोपड़ी से आग की लपटें उठने लगी। जिससे चारपाई पर सो रहे पिता पुत्र भयभीत होकर बाहर भाग खड़े हुए और चिल्लाने लगे। आवाज सुनकर ग्रामीण आग बुझाने के लिए भाग खड़े हुए। ग्रामीणों ने पंपिंग सेट चलाकर आग पर काबू पाया परंतु तब तक झोपड़ी जलकर राख हो चुकी थी। झोपड़ी में रखे bbox=[738, 869, 910, 1113]
